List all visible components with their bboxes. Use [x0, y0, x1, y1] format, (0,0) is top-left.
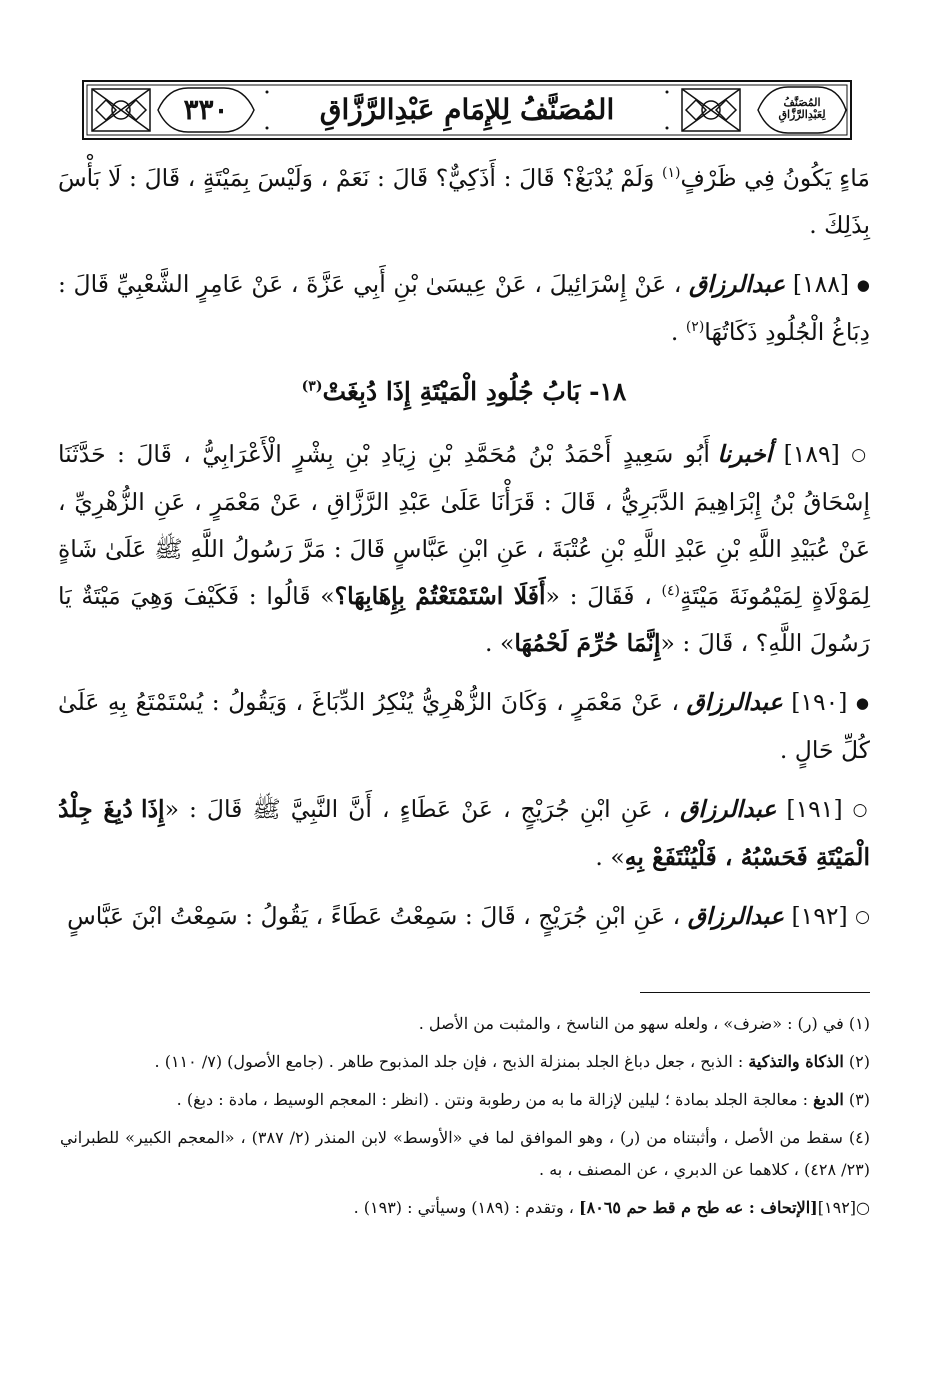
footnote-term: [الإتحاف : عه طح م قط حم ٨٠٦٥] [579, 1198, 818, 1217]
page-number: ٣٣٠ [183, 92, 229, 126]
ring-marker: ○ [855, 907, 870, 927]
running-title: المُصَنَّفُ لِلإِمَامِ عَبْدِالرَّزَّاقِ [319, 92, 615, 126]
text-segment: ، عَنِ ابْنِ جُرَيْجٍ ، عَنْ عَطَاءٍ ، أَنَّ النَّبِيَّ ﷺ قَالَ : « [164, 795, 681, 823]
footnote-separator [640, 992, 870, 993]
bullet-marker: ● [856, 276, 870, 294]
chapter-title: ١٨- بَابُ جُلُودِ الْمَيْتَةِ إِذَا دُبِغَتْ [322, 377, 627, 406]
hadith-number: [١٨٨] [792, 270, 850, 298]
text-segment: ، عَنِ ابْنِ جُرَيْجٍ ، قَالَ : سَمِعْتُ عَطَاءً ، يَقُولُ : سَمِعْتُ ابْنَ عَبَّاسٍ [67, 902, 688, 930]
footnote-text: ، وتقدم : (١٨٩) وسيأتي : (١٩٣) . [353, 1198, 580, 1217]
footnote-1: (١) في (ر) : «ضرف» ، ولعله سهو من الناسخ ، والمثبت من الأصل . [418, 1014, 870, 1033]
footnote-5 [60, 1192, 870, 1224]
page-header [82, 80, 852, 140]
bullet-marker: ● [855, 694, 870, 712]
hadith-number: [١٨٩] [783, 440, 840, 468]
text-segment: ، عَنْ مَعْمَرٍ ، وَكَانَ الزُّهْرِيُّ يُنْكِرُ الدِّبَاغَ ، وَيَقُولُ : يُسْتَمْتَعُ بِهِ عَلَىٰ كُلِّ حَالٍ . [58, 688, 870, 764]
prophetic-saying: أَفَلَا اسْتَمْتَعْتُمْ بِإِهَابِهَا؟ [334, 582, 546, 610]
footnote-term: الدبغ [813, 1090, 844, 1109]
hadith-188 [58, 261, 870, 356]
hadith-number: [١٩٢] [791, 902, 848, 930]
footnote-text: : الذبح ، جعل دباغ الجلد بمنزلة الذبح ، فإن جلد المذبوح طاهر . (جامع الأصول) (٧/ ١١٠) . [154, 1052, 749, 1071]
text-segment: مَاءٍ يَكُونُ فِي ظَرْفٍ [680, 164, 870, 192]
text-segment: » . [485, 629, 515, 657]
prophetic-saying: إِنَّمَا حُرِّمَ لَحْمُهَا [514, 629, 661, 657]
footnote-text: : معالجة الجلد بمادة ؛ ليلين لإزالة ما به من رطوبة ونتن . (انظر : المعجم الوسيط ، مادة : دبغ) . [176, 1090, 814, 1109]
narrator-name: عبدالرزاق [686, 688, 783, 716]
paragraph-continuation [58, 155, 870, 249]
footnote-number: [١٩٢] [817, 1198, 857, 1217]
prophetic-saying: إِذَا دُبِغَ جِلْدُ الْمَيْتَةِ فَحَسْبُهُ ، فَلْيُنْتَفَعْ بِهِ [58, 795, 870, 871]
hadith-190 [58, 679, 870, 774]
footnote-3 [60, 1084, 870, 1116]
footnote-ref-2[interactable]: (٢) [685, 319, 705, 336]
transmission-formula: أخبرنا [717, 440, 773, 468]
footnote-ref-1[interactable]: (١) [662, 165, 681, 182]
book-seal [764, 87, 840, 131]
footnotes [60, 1008, 870, 1230]
main-text [58, 155, 870, 953]
hadith-189 [58, 431, 870, 667]
footnote-number: (٢) [848, 1052, 870, 1071]
hadith-number: [١٩١] [786, 795, 843, 823]
narrator-name: عبدالرزاق [688, 270, 786, 298]
ring-marker: ○ [852, 800, 870, 820]
ring-marker: ○ [851, 445, 870, 465]
text-segment: . [670, 318, 686, 346]
hadith-191 [58, 786, 870, 881]
text-segment: » . [595, 843, 625, 871]
text-segment: أَبُو سَعِيدٍ أَحْمَدُ بْنُ مُحَمَّدِ بْنِ زِيَادِ بْنِ بِشْرٍ الْأَعْرَابِيُّ ، قَالَ : حَدَّثَنَا إِسْحَاقُ بْنُ إِبْرَاهِيمَ الدَّبَرِيُّ ، قَالَ : قَرَأْنَا عَلَىٰ عَبْدِ الرَّزَّاقِ ، عَنْ مَعْمَرٍ ، عَنِ الزُّهْرِيِّ ، عَنْ عُبَيْدِ اللَّهِ بْنِ عَبْدِ اللَّهِ بْنِ عُتْبَةَ ، عَنِ ابْنِ عَبَّاسٍ قَالَ : مَرَّ رَسُولُ اللَّهِ ﷺ عَلَىٰ شَاةٍ لِمَوْلَاةٍ لِمَيْمُونَةَ مَيْتَةٍ [58, 440, 870, 610]
footnote-4: (٤) سقط من الأصل ، وأثبتناه من (ر) ، وهو الموافق لما في «الأوسط» لابن المنذر (٢/ ٣٨٧) ، «المعجم الكبير» للطبراني (٢٣/ ٤٢٨) ، كلاهما عن الدبري ، عن المصنف ، به . [60, 1128, 870, 1179]
seal-line-1: المُصَنَّفُ [783, 96, 821, 109]
text-segment: » قَالُوا : فَكَيْفَ وَهِيَ مَيْتَةٌ يَا رَسُولَ اللَّهِ؟ ، قَالَ : « [58, 582, 870, 657]
footnote-number: (٣) [848, 1090, 870, 1109]
ring-marker: ○ [856, 1198, 870, 1217]
text-segment: وَلَمْ يُدْبَغْ؟ قَالَ : أَذَكِيٌّ؟ قَالَ : نَعَمْ ، وَلَيْسَ بِمَيْتَةٍ ، قَالَ : لَا بَأْسَ بِذَلِكَ . [58, 164, 870, 239]
chapter-heading [58, 368, 870, 415]
text-segment: ، عَنْ إِسْرَائِيلَ ، عَنْ عِيسَىٰ بْنِ أَبِي عَزَّةَ ، عَنْ عَامِرٍ الشَّعْبِيِّ قَالَ : دِبَاغُ الْجُلُودِ ذَكَاتُهَا [58, 270, 870, 346]
narrator-name: عبدالرزاق [680, 795, 777, 823]
text-segment: ، فَقَالَ : « [545, 582, 662, 610]
seal-line-2: لِعَبْدِالرَّزَّاقِ [778, 108, 826, 121]
narrator-name: عبدالرزاق [687, 902, 784, 930]
hadith-number: [١٩٠] [791, 688, 848, 716]
footnote-ref-3[interactable]: (٣) [301, 378, 323, 395]
footnote-term: الذكاة والتذكية [748, 1052, 844, 1071]
hadith-192 [58, 893, 870, 941]
footnote-ref-4[interactable]: (٤) [661, 583, 680, 600]
footnote-2 [60, 1046, 870, 1078]
